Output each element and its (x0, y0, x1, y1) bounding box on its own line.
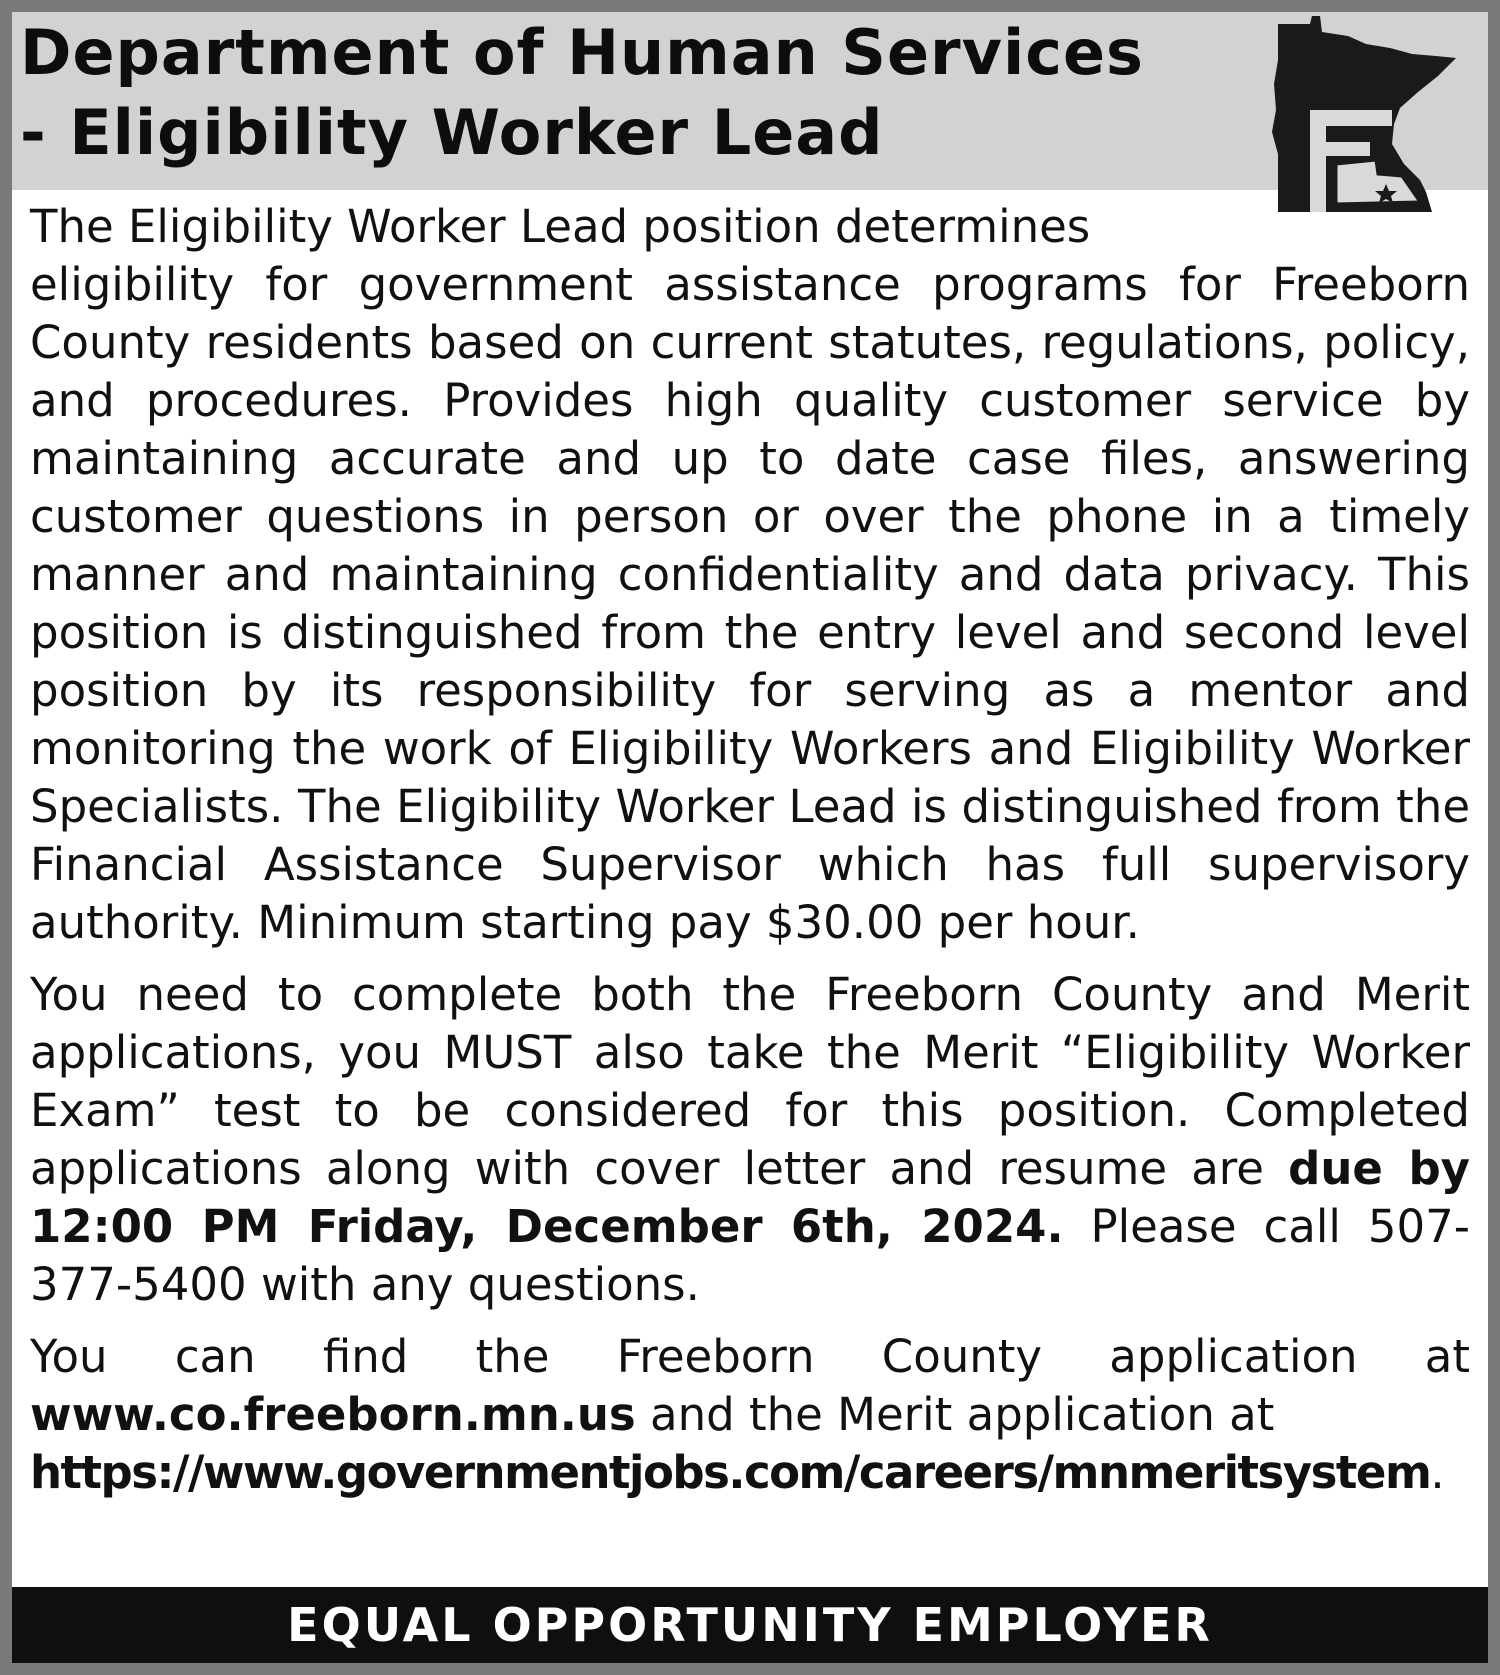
links-end-punct: . (1430, 1446, 1444, 1499)
ad-body (30, 198, 1470, 1502)
description-paragraph (30, 198, 1470, 952)
description-text: eligibility for government assistance programs for Freeborn County residents based on current statutes, regulations, policy, and procedures. Provides high quality customer service by maintaining accurate and up to date case files, answering customer questions in person or over the phone in a timely manner and maintaining confidentiality and data privacy. This position is distinguished from the entry level and second level position by its responsibility for serving as a mentor and monitoring the work of Eligibility Workers and Eligibility Worker Specialists. The Eligibility Worker Lead is distinguished from the Financial Assistance Supervisor which has full supervisory authority. Minimum starting pay $30.00 per hour. (30, 258, 1470, 949)
application-text: You need to complete both the Freeborn County and Merit applications, you MUST also take the Merit “Eligibility Worker Exam” test to be considered for this position. Completed applications along with cover letter and resume are (30, 968, 1470, 1195)
page-title-line-2: - Eligibility Worker Lead (20, 96, 884, 169)
county-website-link[interactable]: www.co.freeborn.mn.us (30, 1388, 636, 1441)
deadline-text: due by 12:00 PM Friday, December 6th, 2024. (30, 1142, 1470, 1253)
page-title-line-1: Department of Human Services (20, 16, 1144, 89)
footer-bar (12, 1587, 1488, 1663)
contact-text: Please call 507-377-5400 with any questions. (30, 1200, 1470, 1311)
footer-text: EQUAL OPPORTUNITY EMPLOYER (287, 1598, 1213, 1652)
merit-website-link[interactable]: https://www.governmentjobs.com/careers/mnmeritsystem (30, 1446, 1431, 1499)
links-lead-text: You can find the Freeborn County application at (30, 1330, 1470, 1383)
application-paragraph (30, 966, 1470, 1314)
links-mid-text: and the Merit application at (635, 1388, 1275, 1441)
description-first-line: The Eligibility Worker Lead position determines (30, 200, 1091, 253)
links-paragraph (30, 1328, 1470, 1502)
county-logo-icon (1270, 14, 1456, 224)
